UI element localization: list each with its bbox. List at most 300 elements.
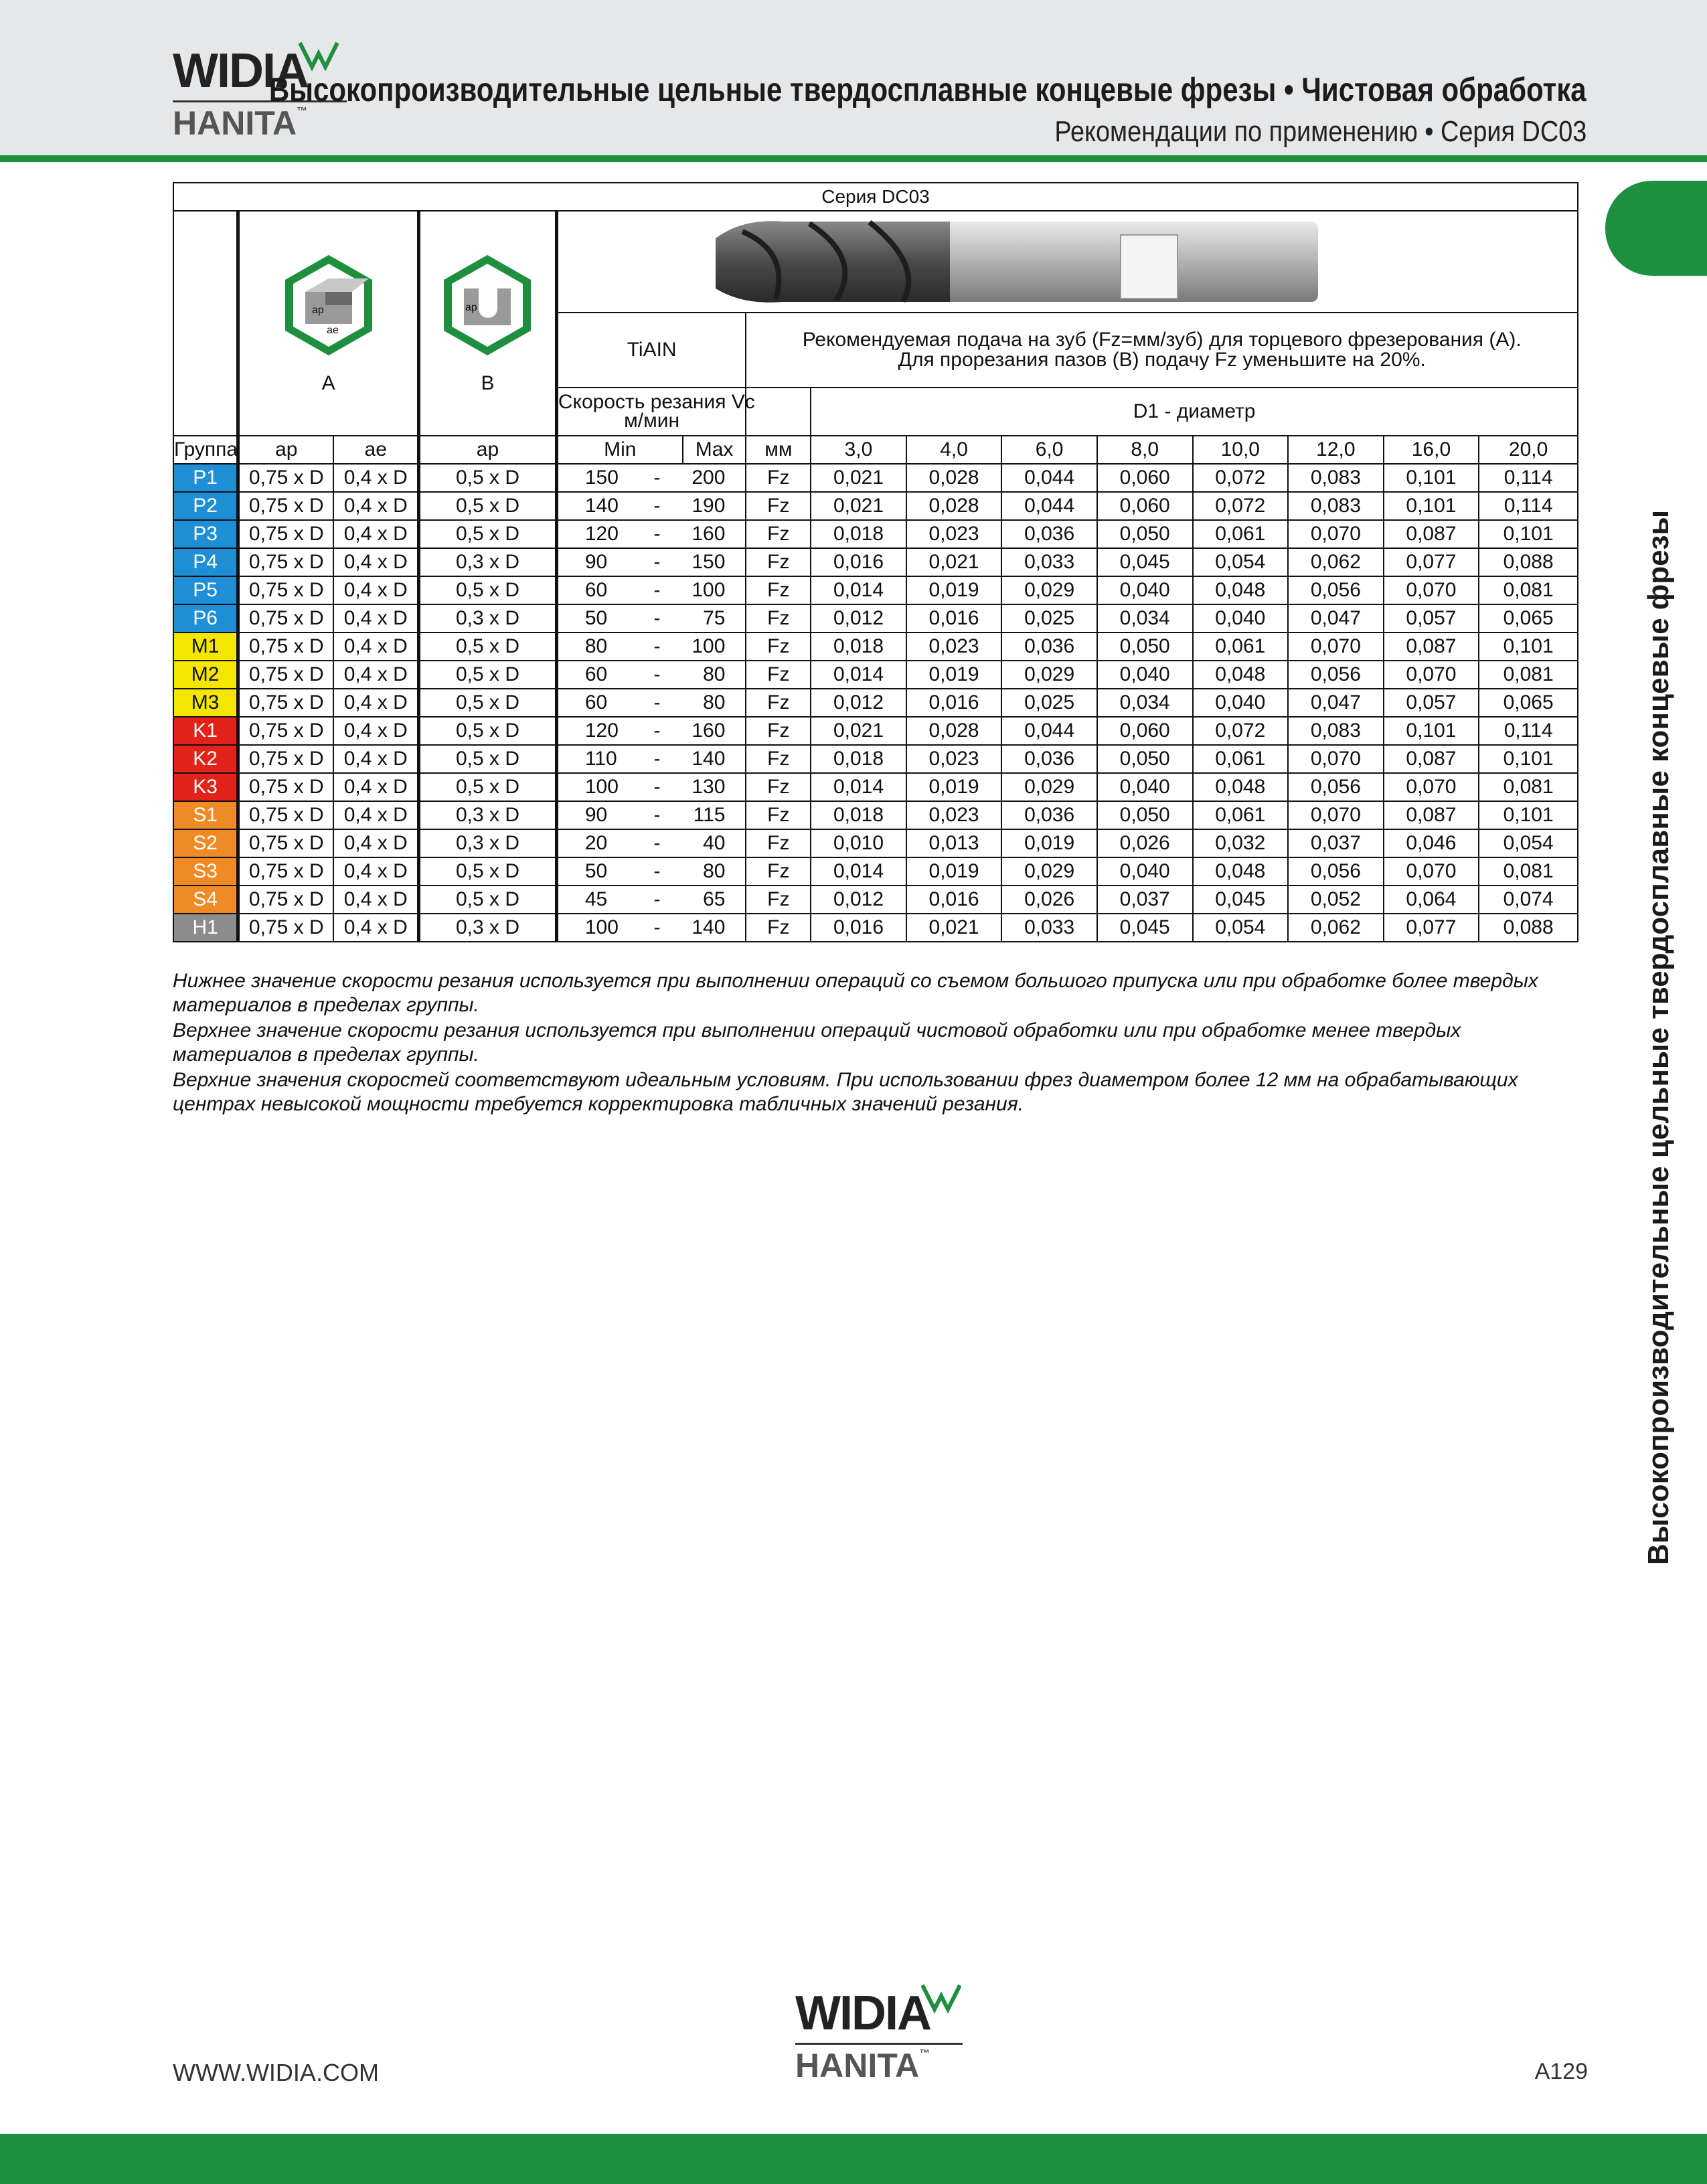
feed-value-cell: 0,048 <box>1193 857 1289 886</box>
table-row <box>173 914 1578 942</box>
feed-value-cell: 0,060 <box>1097 717 1193 745</box>
speed-max-cell: 80 <box>683 857 746 886</box>
feed-value-cell: 0,081 <box>1479 576 1578 604</box>
ae-a-cell: 0,4 x D <box>333 464 418 492</box>
speed-min-cell: 60 <box>556 661 631 689</box>
feed-value-cell: 0,036 <box>1001 520 1097 548</box>
feed-value-cell: 0,010 <box>811 829 906 857</box>
feed-value-cell: 0,021 <box>906 548 1002 576</box>
speed-dash-cell: - <box>631 661 682 689</box>
feed-value-cell: 0,061 <box>1193 745 1289 773</box>
unit-cell: Fz <box>746 604 811 633</box>
speed-min-cell: 20 <box>556 829 631 857</box>
speed-max-cell: 100 <box>683 576 746 604</box>
ap-b-cell: 0,3 x D <box>419 801 557 829</box>
feed-value-cell: 0,014 <box>811 773 906 801</box>
ap-a-cell: 0,75 x D <box>238 773 334 801</box>
feed-value-cell: 0,083 <box>1288 464 1384 492</box>
speed-max-cell: 75 <box>683 604 746 633</box>
feed-value-cell: 0,023 <box>906 520 1002 548</box>
material-group-badge: P1 <box>173 464 238 492</box>
feed-value-cell: 0,018 <box>811 801 906 829</box>
ae-a-cell: 0,4 x D <box>333 689 418 717</box>
feed-value-cell: 0,101 <box>1479 745 1578 773</box>
ap-a-cell: 0,75 x D <box>238 661 334 689</box>
speed-max-cell: 80 <box>683 661 746 689</box>
ae-a-col-header: ae <box>333 436 418 464</box>
notes <box>173 969 1578 1118</box>
unit-cell: Fz <box>746 576 811 604</box>
feed-value-cell: 0,033 <box>1001 548 1097 576</box>
op-a-label: A <box>321 372 335 394</box>
feed-value-cell: 0,061 <box>1193 520 1289 548</box>
speed-min-cell: 120 <box>556 520 631 548</box>
unit-cell: Fz <box>746 801 811 829</box>
feed-value-cell: 0,019 <box>906 661 1002 689</box>
table-row <box>173 717 1578 745</box>
feed-value-cell: 0,048 <box>1193 576 1289 604</box>
diameter-col-header: 12,0 <box>1288 436 1384 464</box>
table-row <box>173 745 1578 773</box>
feed-value-cell: 0,019 <box>906 857 1002 886</box>
slotting-icon <box>437 252 538 359</box>
table-row <box>173 576 1578 604</box>
feed-value-cell: 0,083 <box>1288 492 1384 520</box>
page-number: A129 <box>1534 2059 1588 2084</box>
feed-value-cell: 0,072 <box>1193 464 1289 492</box>
speed-min-cell: 90 <box>556 801 631 829</box>
material-group-badge: P6 <box>173 604 238 633</box>
feed-value-cell: 0,040 <box>1097 576 1193 604</box>
ap-b-cell: 0,5 x D <box>419 633 557 661</box>
speed-dash-cell: - <box>631 886 682 914</box>
diameter-col-header: 4,0 <box>906 436 1002 464</box>
unit-cell: Fz <box>746 492 811 520</box>
speed-dash-cell: - <box>631 604 682 633</box>
ap-a-cell: 0,75 x D <box>238 633 334 661</box>
speed-min-cell: 50 <box>556 857 631 886</box>
feed-value-cell: 0,083 <box>1288 717 1384 745</box>
unit-col-header: мм <box>746 436 811 464</box>
speed-dash-cell: - <box>631 857 682 886</box>
feed-value-cell: 0,072 <box>1193 492 1289 520</box>
speed-min-cell: 80 <box>556 633 631 661</box>
feed-value-cell: 0,026 <box>1097 829 1193 857</box>
note: Нижнее значение скорости резания используется при выполнении операций со съемом большого припуска или при обработке более твердых материалов в пределах группы. <box>173 970 1538 1016</box>
table-row <box>173 520 1578 548</box>
speed-min-cell: 100 <box>556 914 631 942</box>
feed-value-cell: 0,054 <box>1193 548 1289 576</box>
feed-value-cell: 0,012 <box>811 604 906 633</box>
feed-value-cell: 0,114 <box>1479 717 1578 745</box>
section-tab <box>1605 181 1707 276</box>
feed-value-cell: 0,070 <box>1384 857 1479 886</box>
ap-a-cell: 0,75 x D <box>238 801 334 829</box>
ap-b-cell: 0,5 x D <box>419 773 557 801</box>
ap-b-cell: 0,5 x D <box>419 717 557 745</box>
unit-cell: Fz <box>746 689 811 717</box>
feed-value-cell: 0,023 <box>906 745 1002 773</box>
feed-value-cell: 0,057 <box>1384 604 1479 633</box>
unit-cell: Fz <box>746 914 811 942</box>
ae-a-cell: 0,4 x D <box>333 857 418 886</box>
ae-a-cell: 0,4 x D <box>333 492 418 520</box>
feed-value-cell: 0,050 <box>1097 801 1193 829</box>
speed-dash-cell: - <box>631 829 682 857</box>
feed-value-cell: 0,101 <box>1384 717 1479 745</box>
feed-value-cell: 0,033 <box>1001 914 1097 942</box>
feed-value-cell: 0,114 <box>1479 464 1578 492</box>
unit-cell: Fz <box>746 464 811 492</box>
logo-hanita: HANITA™ <box>173 104 308 142</box>
op-b-icon-cell <box>419 211 557 436</box>
series-title: Серия DC03 <box>173 183 1578 211</box>
ap-a-cell: 0,75 x D <box>238 857 334 886</box>
feed-value-cell: 0,016 <box>906 886 1002 914</box>
feed-value-cell: 0,114 <box>1479 492 1578 520</box>
speed-max-cell: 160 <box>683 717 746 745</box>
material-group-badge: K1 <box>173 717 238 745</box>
feed-value-cell: 0,101 <box>1479 633 1578 661</box>
header-rule <box>0 155 1707 162</box>
material-group-badge: P4 <box>173 548 238 576</box>
table-row <box>173 661 1578 689</box>
unit-cell: Fz <box>746 886 811 914</box>
feed-value-cell: 0,018 <box>811 633 906 661</box>
table-row <box>173 548 1578 576</box>
page-subtitle: Рекомендации по применению • Серия DC03 <box>1054 115 1587 148</box>
page-title: Высокопроизводительные цельные твердосплавные концевые фрезы • Чистовая обработка <box>269 71 1587 108</box>
material-group-badge: S4 <box>173 886 238 914</box>
ap-a-cell: 0,75 x D <box>238 717 334 745</box>
unit-cell: Fz <box>746 717 811 745</box>
speed-label-line1: Скорость резания Vc <box>558 391 755 413</box>
feed-value-cell: 0,070 <box>1384 773 1479 801</box>
feed-value-cell: 0,045 <box>1097 548 1193 576</box>
ap-a-cell: 0,75 x D <box>238 914 334 942</box>
feed-value-cell: 0,013 <box>906 829 1002 857</box>
feed-value-cell: 0,025 <box>1001 689 1097 717</box>
ap-b-cell: 0,5 x D <box>419 886 557 914</box>
material-group-badge: S1 <box>173 801 238 829</box>
unit-cell: Fz <box>746 773 811 801</box>
ap-a-cell: 0,75 x D <box>238 492 334 520</box>
unit-cell: Fz <box>746 633 811 661</box>
ae-a-cell: 0,4 x D <box>333 773 418 801</box>
speed-min-cell: 90 <box>556 548 631 576</box>
feed-value-cell: 0,101 <box>1479 520 1578 548</box>
feed-value-cell: 0,081 <box>1479 857 1578 886</box>
ap-a-cell: 0,75 x D <box>238 576 334 604</box>
feed-note-line1: Рекомендуемая подача на зуб (Fz=мм/зуб) для торцевого фрезерования (A). <box>802 329 1522 351</box>
material-group-badge: P2 <box>173 492 238 520</box>
feed-value-cell: 0,077 <box>1384 914 1479 942</box>
diameter-col-header: 20,0 <box>1479 436 1578 464</box>
feed-value-cell: 0,050 <box>1097 745 1193 773</box>
feed-value-cell: 0,028 <box>906 492 1002 520</box>
table-row <box>173 492 1578 520</box>
feed-value-cell: 0,029 <box>1001 661 1097 689</box>
feed-value-cell: 0,016 <box>811 914 906 942</box>
feed-value-cell: 0,088 <box>1479 914 1578 942</box>
feed-value-cell: 0,060 <box>1097 464 1193 492</box>
feed-value-cell: 0,025 <box>1001 604 1097 633</box>
ap-a-cell: 0,75 x D <box>238 604 334 633</box>
speed-min-cell: 45 <box>556 886 631 914</box>
feed-value-cell: 0,081 <box>1479 773 1578 801</box>
unit-cell: Fz <box>746 520 811 548</box>
diameter-col-header: 3,0 <box>811 436 906 464</box>
ap-b-cell: 0,5 x D <box>419 689 557 717</box>
note: Верхние значения скоростей соответствуют идеальным условиям. При использовании фрез диаметром более 12 мм на обрабатывающих центрах невысокой мощности требуется корректировка табличных значений резания. <box>173 1069 1518 1115</box>
ap-b-cell: 0,5 x D <box>419 492 557 520</box>
ap-b-cell: 0,5 x D <box>419 576 557 604</box>
ap-a-cell: 0,75 x D <box>238 886 334 914</box>
feed-value-cell: 0,056 <box>1288 661 1384 689</box>
feed-value-cell: 0,045 <box>1097 914 1193 942</box>
speed-max-cell: 40 <box>683 829 746 857</box>
feed-value-cell: 0,021 <box>906 914 1002 942</box>
table-row <box>173 829 1578 857</box>
feed-value-cell: 0,087 <box>1384 520 1479 548</box>
unit-cell: Fz <box>746 661 811 689</box>
end-mill-image <box>702 212 1345 312</box>
feed-value-cell: 0,014 <box>811 576 906 604</box>
feed-value-cell: 0,018 <box>811 745 906 773</box>
feed-value-cell: 0,052 <box>1288 886 1384 914</box>
feed-value-cell: 0,019 <box>906 576 1002 604</box>
ae-a-cell: 0,4 x D <box>333 520 418 548</box>
logo-widia: WIDIA <box>795 1987 930 2040</box>
feed-value-cell: 0,021 <box>811 464 906 492</box>
feed-value-cell: 0,101 <box>1479 801 1578 829</box>
table-row <box>173 689 1578 717</box>
speed-max-cell: 140 <box>683 745 746 773</box>
diameter-col-header: 6,0 <box>1001 436 1097 464</box>
application-table <box>173 182 1578 942</box>
feed-value-cell: 0,101 <box>1384 492 1479 520</box>
feed-value-cell: 0,048 <box>1193 661 1289 689</box>
feed-value-cell: 0,061 <box>1193 801 1289 829</box>
ap-a-cell: 0,75 x D <box>238 548 334 576</box>
feed-value-cell: 0,028 <box>906 717 1002 745</box>
speed-dash-cell: - <box>631 801 682 829</box>
feed-value-cell: 0,064 <box>1384 886 1479 914</box>
footer-url[interactable]: WWW.WIDIA.COM <box>173 2059 379 2086</box>
feed-value-cell: 0,087 <box>1384 745 1479 773</box>
svg-text:ae: ae <box>326 325 339 336</box>
feed-value-cell: 0,087 <box>1384 801 1479 829</box>
feed-value-cell: 0,036 <box>1001 801 1097 829</box>
feed-value-cell: 0,070 <box>1288 633 1384 661</box>
ap-b-col-header: ap <box>419 436 557 464</box>
feed-value-cell: 0,101 <box>1384 464 1479 492</box>
feed-value-cell: 0,045 <box>1193 886 1289 914</box>
material-group-badge: P5 <box>173 576 238 604</box>
ap-b-cell: 0,5 x D <box>419 745 557 773</box>
material-group-badge: S3 <box>173 857 238 886</box>
op-a-icon-cell <box>238 211 419 436</box>
ae-a-cell: 0,4 x D <box>333 829 418 857</box>
logo-divider <box>795 2043 963 2045</box>
feed-value-cell: 0,012 <box>811 886 906 914</box>
feed-value-cell: 0,074 <box>1479 886 1578 914</box>
ap-b-cell: 0,5 x D <box>419 464 557 492</box>
feed-value-cell: 0,040 <box>1193 604 1289 633</box>
feed-value-cell: 0,040 <box>1097 661 1193 689</box>
feed-value-cell: 0,012 <box>811 689 906 717</box>
table-row <box>173 801 1578 829</box>
face-milling-icon <box>278 252 379 359</box>
tool-image-cell <box>556 211 1578 313</box>
speed-dash-cell: - <box>631 745 682 773</box>
feed-value-cell: 0,077 <box>1384 548 1479 576</box>
logo-widia: WIDIA <box>173 44 308 98</box>
feed-note-line2: Для прорезания пазов (B) подачу Fz уменьшите на 20%. <box>898 349 1426 371</box>
feed-value-cell: 0,065 <box>1479 689 1578 717</box>
min-col-header: Min <box>556 436 682 464</box>
diameter-col-header: 8,0 <box>1097 436 1193 464</box>
feed-value-cell: 0,061 <box>1193 633 1289 661</box>
feed-value-cell: 0,054 <box>1479 829 1578 857</box>
ae-a-cell: 0,4 x D <box>333 801 418 829</box>
ap-b-cell: 0,3 x D <box>419 829 557 857</box>
ae-a-cell: 0,4 x D <box>333 604 418 633</box>
ap-b-cell: 0,5 x D <box>419 857 557 886</box>
max-col-header: Max <box>683 436 746 464</box>
speed-dash-cell: - <box>631 492 682 520</box>
ap-a-cell: 0,75 x D <box>238 464 334 492</box>
feed-value-cell: 0,021 <box>811 717 906 745</box>
feed-value-cell: 0,037 <box>1288 829 1384 857</box>
feed-value-cell: 0,044 <box>1001 717 1097 745</box>
feed-value-cell: 0,040 <box>1097 773 1193 801</box>
material-group-badge: M2 <box>173 661 238 689</box>
material-group-badge: S2 <box>173 829 238 857</box>
material-group-badge: K2 <box>173 745 238 773</box>
ap-a-cell: 0,75 x D <box>238 689 334 717</box>
feed-value-cell: 0,062 <box>1288 914 1384 942</box>
feed-value-cell: 0,029 <box>1001 773 1097 801</box>
feed-value-cell: 0,044 <box>1001 464 1097 492</box>
table-row <box>173 773 1578 801</box>
feed-value-cell: 0,088 <box>1479 548 1578 576</box>
feed-value-cell: 0,032 <box>1193 829 1289 857</box>
feed-value-cell: 0,036 <box>1001 633 1097 661</box>
speed-label-line2: м/мин <box>624 410 680 432</box>
op-b-label: B <box>481 372 495 394</box>
diameter-col-header: 10,0 <box>1193 436 1289 464</box>
ae-a-cell: 0,4 x D <box>333 576 418 604</box>
ap-a-col-header: ap <box>238 436 334 464</box>
ap-a-cell: 0,75 x D <box>238 829 334 857</box>
note: Верхнее значение скорости резания используется при выполнении операций чистовой обработки или при обработке менее твердых материалов в пределах группы. <box>173 1019 1461 1066</box>
speed-max-cell: 160 <box>683 520 746 548</box>
speed-min-cell: 60 <box>556 689 631 717</box>
ap-a-cell: 0,75 x D <box>238 745 334 773</box>
speed-min-cell: 60 <box>556 576 631 604</box>
feed-value-cell: 0,060 <box>1097 492 1193 520</box>
ae-a-cell: 0,4 x D <box>333 717 418 745</box>
speed-min-cell: 120 <box>556 717 631 745</box>
feed-value-cell: 0,029 <box>1001 857 1097 886</box>
speed-max-cell: 100 <box>683 633 746 661</box>
speed-min-cell: 50 <box>556 604 631 633</box>
feed-value-cell: 0,016 <box>906 604 1002 633</box>
speed-max-cell: 140 <box>683 914 746 942</box>
feed-value-cell: 0,070 <box>1384 661 1479 689</box>
feed-value-cell: 0,047 <box>1288 689 1384 717</box>
ap-a-cell: 0,75 x D <box>238 520 334 548</box>
svg-text:ap: ap <box>465 302 478 313</box>
feed-value-cell: 0,021 <box>811 492 906 520</box>
feed-value-cell: 0,016 <box>906 689 1002 717</box>
unit-cell: Fz <box>746 548 811 576</box>
feed-value-cell: 0,046 <box>1384 829 1479 857</box>
unit-cell: Fz <box>746 829 811 857</box>
feed-value-cell: 0,034 <box>1097 689 1193 717</box>
ap-b-cell: 0,5 x D <box>419 661 557 689</box>
speed-dash-cell: - <box>631 689 682 717</box>
speed-max-cell: 65 <box>683 886 746 914</box>
unit-cell: Fz <box>746 745 811 773</box>
feed-value-cell: 0,072 <box>1193 717 1289 745</box>
widia-mark-icon <box>921 1983 961 2013</box>
feed-value-cell: 0,040 <box>1193 689 1289 717</box>
ae-a-cell: 0,4 x D <box>333 886 418 914</box>
speed-min-cell: 150 <box>556 464 631 492</box>
material-group-badge: M1 <box>173 633 238 661</box>
table-row <box>173 886 1578 914</box>
feed-value-cell: 0,056 <box>1288 773 1384 801</box>
speed-max-cell: 130 <box>683 773 746 801</box>
feed-value-cell: 0,070 <box>1288 801 1384 829</box>
unit-header-blank <box>746 388 811 436</box>
feed-value-cell: 0,029 <box>1001 576 1097 604</box>
feed-value-cell: 0,036 <box>1001 745 1097 773</box>
footer-band <box>0 2134 1707 2184</box>
speed-min-cell: 110 <box>556 745 631 773</box>
widia-mark-icon <box>299 40 339 71</box>
feed-value-cell: 0,023 <box>906 801 1002 829</box>
feed-value-cell: 0,014 <box>811 857 906 886</box>
speed-dash-cell: - <box>631 773 682 801</box>
diameter-label: D1 - диаметр <box>811 388 1578 436</box>
table-row <box>173 857 1578 886</box>
feed-value-cell: 0,065 <box>1479 604 1578 633</box>
speed-dash-cell: - <box>631 576 682 604</box>
feed-value-cell: 0,037 <box>1097 886 1193 914</box>
ae-a-cell: 0,4 x D <box>333 548 418 576</box>
ap-b-cell: 0,5 x D <box>419 520 557 548</box>
speed-dash-cell: - <box>631 464 682 492</box>
table-row <box>173 464 1578 492</box>
feed-value-cell: 0,014 <box>811 661 906 689</box>
feed-value-cell: 0,070 <box>1288 745 1384 773</box>
diameter-col-header: 16,0 <box>1384 436 1479 464</box>
speed-max-cell: 150 <box>683 548 746 576</box>
ap-b-cell: 0,3 x D <box>419 548 557 576</box>
material-group-badge: M3 <box>173 689 238 717</box>
unit-cell: Fz <box>746 857 811 886</box>
speed-label-cell <box>556 388 755 436</box>
ae-a-cell: 0,4 x D <box>333 745 418 773</box>
logo-hanita: HANITA™ <box>795 2047 930 2084</box>
feed-value-cell: 0,070 <box>1288 520 1384 548</box>
speed-max-cell: 80 <box>683 689 746 717</box>
speed-dash-cell: - <box>631 914 682 942</box>
group-col-header: Группа <box>173 436 238 464</box>
